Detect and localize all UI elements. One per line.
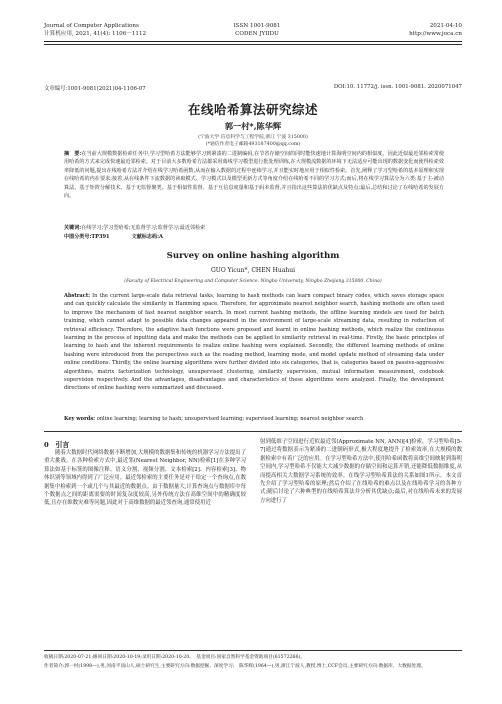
coden: CODEN JYIIDU <box>235 31 279 37</box>
classification <box>64 233 444 241</box>
keywords-en-label: Key words: <box>64 416 96 422</box>
section-heading-introduction: 0 引言 <box>44 441 70 449</box>
body-left-text: 随着大数据时代网络数据不断增加,大规模的数据集和传统的机器学习方法提出了重大挑战。在各种检索方式中,最近邻(Nearest Neighbor, NN)检索[1]在多种学习算法如基于标签的图像注释、语义分割、视频分割、文本检索[2]、内容检索[3]、物体识别等领域内得到了广泛应用。最近邻检索的主要任务是对于给定一个查询点,在数据集中检索到一个或几个与其最近的数据点。由于数据量大,计算查询点与数据库中每个数据点之间的距离需要的时间复杂度较高,另外传统方法在高维空间中的精确度较低,且存在维数灾难等问题,因此对于高维数据的最近邻查询,通常使用近 <box>44 450 246 507</box>
issn: ISSN 1001-9081 <box>233 23 281 29</box>
corresponding-email: (*通信作者电子邮箱493187400@qq.com) <box>205 142 301 147</box>
abstract-cn-text: 在当前大规模数据检索任务中,学习型哈希方法能够学习到紧凑的二进制编码,在节省存储空间的同时能快速地计算海明空间内的相似度。因此近似最近邻检索常使用哈希的方式来完成快速最近邻检索。对于目前大多数哈希方法都采用离线学习模型进行批处理训练,在大规模流数据的环境下无法适应可能出现的数据变化而使得检索效率降低的问题,提出在线哈希方法并介绍在线学习哈希函数,从而在输入数据的过程中连续学习,并且能实时地应用于相似性检索。首先,阐释了学习型哈希的基本原理和实现在线哈希的内在要求;接着,从在线条件下流数据的读取模式、学习模式以及模型更新方式等角度介绍在线哈希不同的学习方式;而后,将在线学习算法分为六类:基于主-被动算法、基于矩阵分解技术、基于无监督聚类、基于相似性监督、基于互信息度量和基于码本监督,并且指出这些算法的优缺点及特点;最后,总结和讨论了在线哈希的发展方向。 <box>64 151 444 200</box>
abstract-cn-label: 摘 要: <box>64 151 82 157</box>
abstract-en <box>64 292 444 393</box>
keywords-cn <box>64 224 444 232</box>
affiliation-en: (Faculty of Electrical Engineering and Computer Science, Ningbo University, Ningbo Zhejiang 315000, China) <box>124 279 382 284</box>
header-rule-bottom <box>44 44 462 45</box>
issue-date: 2021-04-10 <box>429 23 462 29</box>
keywords-cn-label: 关键词: <box>64 225 82 231</box>
keywords-cn-text: 在线学习;学习型哈希;无监督学习;监督学习;最近邻检索 <box>81 225 206 231</box>
affiliation-cn-line: (宁波大学 信息科学与工程学院,浙江 宁波 315000) <box>198 135 308 140</box>
footnote-rule <box>44 650 462 651</box>
footnote-received: 收稿日期:2020-07-21;修回日期:2020-10-19;录用日期:2020-10-20。 基金项目:国家自然科学基金资助项目(61572266)。 <box>44 655 306 660</box>
journal-info <box>44 22 194 38</box>
journal-citation: 计算机应用, 2021, 41(4): 1106－1112 <box>44 31 147 37</box>
body-right-column <box>260 438 462 505</box>
journal-url[interactable]: http://www.joca.cn <box>409 31 462 37</box>
abstract-divider <box>44 431 462 432</box>
abstract-cn <box>64 150 444 200</box>
body-right-text: 射到低维子空间进行近似最近邻(Approximate NN, ANN)[4]检索。学习型哈希[5-7]通过将数据表示为紧凑的二进制码形式,极大程度地提升了检索效率,在大规模的数据检索中有着广泛的应用。在学习型哈希方法中,使用哈希函数将高维空间映射到海明空间内,学习型哈希不仅能大大减少数据的存储空间和运算开销,还能降低数据维度,从而提高相关大数据学习系统的效率。在线学习型哈希算法的关系如图1所示。本文首先介绍了学习型哈希的原理;然后介绍了在线哈希的难点以及在线哈希学习的各种方式;随后讨论了六种典型的在线哈希算法并分析其优缺点;最后,对在线哈希未来的发展方向进行了 <box>260 439 462 504</box>
abstract-en-label: Abstract: <box>64 293 91 299</box>
clc-number: 中图分类号:TP391 <box>64 234 110 240</box>
authors-cn: 郭一村*,陈华辉 <box>224 121 282 131</box>
header-rule-top <box>44 41 462 42</box>
article-number: 文章编号:1001-9081(2021)04-1106-07 <box>44 86 146 92</box>
abstract-en-text: In the current large-scale data retrieval tasks, learning to hash methods can learn compact binary codes, which saves storage space and can quickly calculate the similarity in Hamming space. Therefore, for approximate nearest neighbor search, hashing methods are often used to improve the mechanism of fast nearest neighbor search. In most current hashing methods, the offline learning models are used for batch training, which cannot adapt to possible data changes appeared in the environment of large-scale streaming data, resulting in reduction of retrieval efficiency. Therefore, the adaptive hash functions were proposed and learnt in online hashing methods, which realize the continuous learning in the process of inputting data and make the methods can be applied to similarity retrieval in real-time. Firstly, the basic principles of learning to hash and the inherent requirements to realize online hashing were explained. Secondly, the different learning methods of online hashing were introduced from the perspectives such as the reading method, learning mode, and model update method of streaming data under online conditions. Thirdly, the online learning algorithms were further divided into six categories, that is, categories based on passive-aggressive algorithms, matrix factorization technology, unsupervised clustering, similarity supervision, mutual information measurement, codebook supervision respectively. And the advantages, disadvantages and characteristics of these algorithms were analyzed. Finally, the development directions of online hashing were summarized and discussed. <box>64 293 444 392</box>
paper-title-en: Survey on online hashing algorithm <box>166 251 340 261</box>
authors-en: GUO Yicun*, CHEN Huahui <box>210 267 296 274</box>
body-left-column <box>44 449 246 508</box>
keywords-en-text: online learning; learning to hash; unsupervised learning; supervised learning; nearest neighbor search <box>96 416 364 422</box>
paper-title-cn: 在线哈希算法研究综述 <box>187 102 318 117</box>
footnote-authors: 作者简介:郭一村(1998—),男,河南平顶山人,硕士研究生,主要研究方向:数据挖掘、深度学习; 陈华辉(1964—),男,浙江宁波人,教授,博士,CCF会员,主要研究方向:数据库、大数据处理。 <box>44 664 426 669</box>
document-code: 文献标志码:A <box>131 234 163 240</box>
affiliation-cn <box>44 134 462 148</box>
keywords-en <box>64 415 444 423</box>
date-info <box>372 22 462 38</box>
issn-info <box>212 22 302 38</box>
journal-name: Journal of Computer Applications <box>44 23 139 29</box>
doi[interactable]: DOI:10. 11772/j. issn. 1001-9081. 2020071047 <box>333 84 462 90</box>
